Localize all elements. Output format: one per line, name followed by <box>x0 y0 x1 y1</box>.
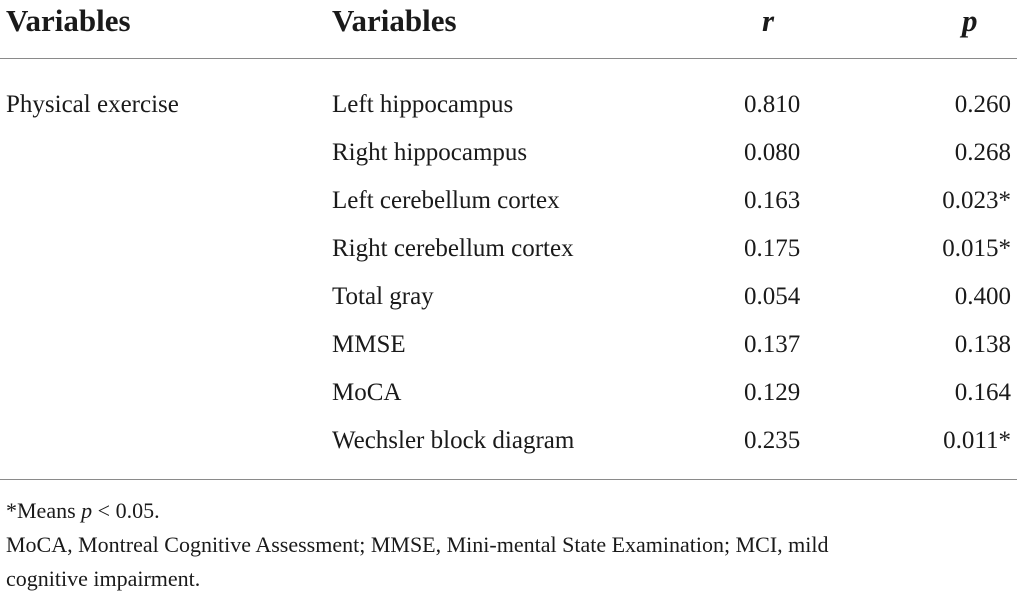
cell-p: 0.164 <box>954 379 1011 406</box>
significance-prefix: *Means <box>6 498 82 523</box>
significance-note <box>6 494 1012 528</box>
cell-r: 0.175 <box>744 235 801 262</box>
cell-r: 0.054 <box>744 283 801 310</box>
table-row <box>0 425 1017 473</box>
significance-symbol: p <box>81 498 93 523</box>
cell-p: 0.400 <box>954 283 1011 310</box>
significance-suffix: < 0.05. <box>92 498 160 523</box>
cell-variable: Wechsler block diagram <box>332 427 575 454</box>
cell-p: 0.011* <box>943 427 1011 454</box>
cell-variable: MMSE <box>332 331 406 358</box>
cell-p: 0.260 <box>954 91 1011 118</box>
cell-variable: Total gray <box>332 283 434 310</box>
header-variables: Variables <box>332 3 457 38</box>
table-row <box>0 329 1017 377</box>
table-footnotes <box>6 494 1012 596</box>
abbreviation-note-line-1: MoCA, Montreal Cognitive Assessment; MMSE, Mini-mental State Examination; MCI, mild <box>6 532 829 557</box>
header-p: p <box>962 3 978 38</box>
cell-variable: Right hippocampus <box>332 139 528 166</box>
cell-p: 0.268 <box>954 139 1011 166</box>
cell-variable: Left cerebellum cortex <box>332 187 560 214</box>
cell-r: 0.129 <box>744 379 801 406</box>
cell-r: 0.810 <box>744 91 801 118</box>
table-row <box>0 89 1017 137</box>
cell-variable: MoCA <box>332 379 402 406</box>
cell-p: 0.023* <box>942 187 1011 214</box>
header-r: r <box>762 3 775 38</box>
group-label: Physical exercise <box>6 91 179 118</box>
table-body <box>0 59 1017 480</box>
cell-variable: Right cerebellum cortex <box>332 235 574 262</box>
cell-r: 0.137 <box>744 331 801 358</box>
table-row <box>0 377 1017 425</box>
table-row <box>0 281 1017 329</box>
cell-variable: Left hippocampus <box>332 91 514 118</box>
cell-r: 0.163 <box>744 187 801 214</box>
cell-p: 0.138 <box>954 331 1011 358</box>
cell-p: 0.015* <box>942 235 1011 262</box>
abbreviation-note-line-2: cognitive impairment. <box>6 566 201 591</box>
cell-r: 0.235 <box>744 427 801 454</box>
header-variables-group: Variables <box>6 3 131 38</box>
cell-r: 0.080 <box>744 139 801 166</box>
table-row <box>0 233 1017 281</box>
table-row <box>0 185 1017 233</box>
table-row <box>0 137 1017 185</box>
table-header-row <box>0 0 1017 59</box>
